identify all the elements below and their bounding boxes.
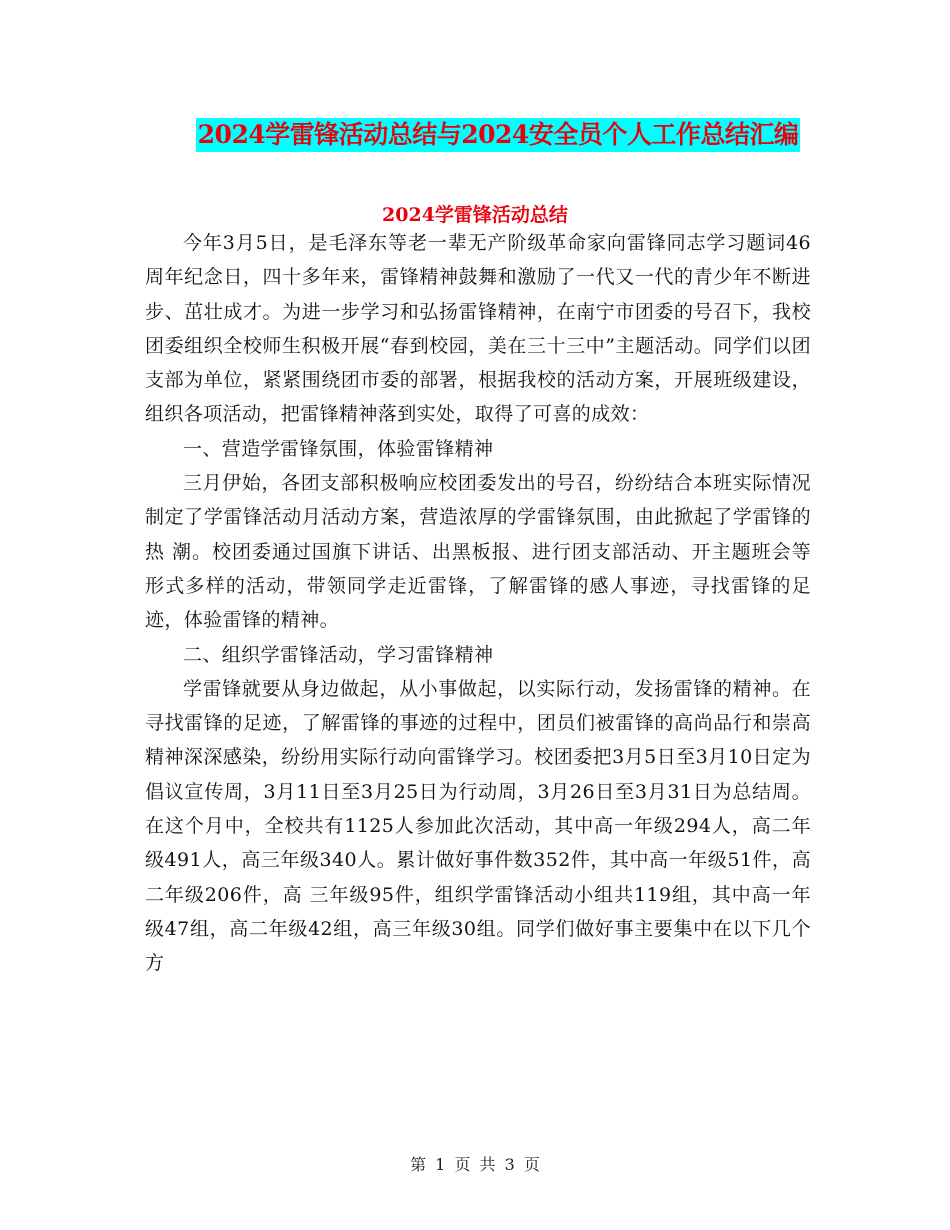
heading-two: 二、组织学雷锋活动，学习雷锋精神 bbox=[183, 643, 494, 666]
document-body bbox=[145, 226, 811, 981]
document-title: 2024学雷锋活动总结与2024安全员个人工作总结汇编 bbox=[196, 118, 801, 152]
page-footer: 第 1 页 共 3 页 bbox=[410, 1155, 540, 1174]
paragraph-one: 三月伊始，各团支部积极响应校团委发出的号召，纷纷结合本班实际情况制定了学雷锋活动月活动方案，营造浓厚的学雷锋氛围，由此掀起了学雷锋的热 潮。校团委通过国旗下讲话、出黑板报、进行团支部活动、开主题班会等形式多样的活动，带领同学走近雷锋，了解雷锋的感人事迹，寻找雷锋的足迹，体验雷锋的精神。 bbox=[145, 472, 811, 632]
heading-one: 一、营造学雷锋氛围，体验雷锋精神 bbox=[183, 437, 494, 460]
document-title-wrapper bbox=[0, 113, 950, 152]
paragraph-two: 学雷锋就要从身边做起，从小事做起，以实际行动，发扬雷锋的精神。在寻找雷锋的足迹，了解雷锋的事迹的过程中，团员们被雷锋的高尚品行和崇高精神深深感染，纷纷用实际行动向雷锋学习。校团委把3月5日至3月10日定为倡议宣传周，3月11日至3月25日为行动周，3月26日至3月31日为总结周。在这个月中，全校共有1125人参加此次活动，其中高一年级294人，高二年级491人，高三年级340人。累计做好事件数352件，其中高一年级51件，高二年级206件，高 三年级95件，组织学雷锋活动小组共119组，其中高一年级47组，高二年级42组，高三年级30组。同学们做好事主要集中在以下几个方 bbox=[145, 677, 811, 975]
section-title: 2024学雷锋活动总结 bbox=[382, 204, 568, 226]
paragraph-intro: 今年3月5日，是毛泽东等老一辈无产阶级革命家向雷锋同志学习题词46周年纪念日，四十多年来，雷锋精神鼓舞和激励了一代又一代的青少年不断进步、茁壮成才。为进一步学习和弘扬雷锋精神，在南宁市团委的号召下，我校团委组织全校师生积极开展“春到校园，美在三十三中”主题活动。同学们以团支部为单位，紧紧围绕团市委的部署，根据我校的活动方案，开展班级建设，组织各项活动，把雷锋精神落到实处，取得了可喜的成效： bbox=[145, 232, 811, 426]
